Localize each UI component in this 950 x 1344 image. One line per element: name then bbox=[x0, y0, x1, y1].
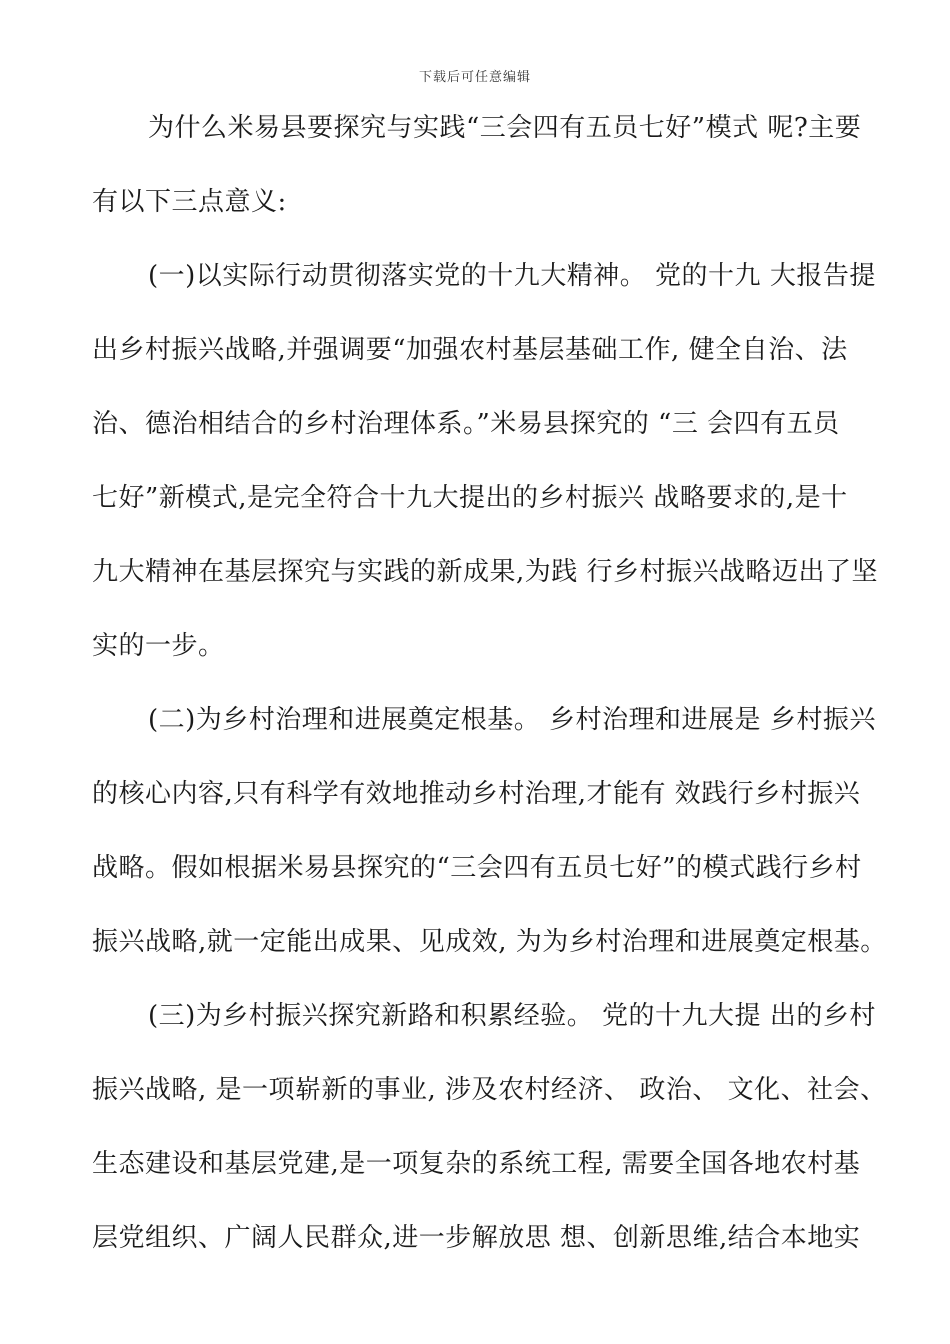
text-line: 治、德治相结合的乡村治理体系。”米易县探究的 “三 会四有五员 bbox=[92, 409, 840, 439]
text-line: 实的一步。 bbox=[92, 631, 225, 661]
text-line: 层党组织、广阔人民群众,进一步解放思 想、创新思维,结合本地实 bbox=[92, 1223, 861, 1253]
text-line: 七好”新模式,是完全符合十九大提出的乡村振兴 战略要求的,是十 bbox=[92, 483, 848, 513]
text-line: 九大精神在基层探究与实践的新成果,为践 行乡村振兴战略迈出了坚 bbox=[92, 557, 879, 587]
text-line: 有以下三点意义: bbox=[92, 187, 287, 217]
text-line: 为什么米易县要探究与实践“三会四有五员七好”模式 呢?主要 bbox=[148, 113, 862, 143]
text-line: (二)为乡村治理和进展奠定根基。 乡村治理和进展是 乡村振兴 bbox=[148, 705, 876, 735]
page-header: 下载后可任意编辑 bbox=[418, 70, 531, 85]
text-line: 战略。假如根据米易县探究的“三会四有五员七好”的模式践行乡村 bbox=[92, 853, 862, 883]
text-line: (三)为乡村振兴探究新路和积累经验。 党的十九大提 出的乡村 bbox=[148, 1001, 876, 1031]
text-line: 振兴战略,就一定能出成果、见成效, 为为乡村治理和进展奠定根基。 bbox=[92, 927, 887, 957]
text-line: 的核心内容,只有科学有效地推动乡村治理,才能有 效践行乡村振兴 bbox=[92, 779, 861, 809]
text-line: 生态建设和基层党建,是一项复杂的系统工程, 需要全国各地农村基 bbox=[92, 1149, 861, 1179]
text-line: 振兴战略, 是一项崭新的事业, 涉及农村经济、 政治、 文化、社会、 bbox=[92, 1075, 887, 1105]
text-line: 出乡村振兴战略,并强调要“加强农村基层基础工作, 健全自治、法 bbox=[92, 335, 848, 365]
text-line: (一)以实际行动贯彻落实党的十九大精神。 党的十九 大报告提 bbox=[148, 261, 876, 291]
